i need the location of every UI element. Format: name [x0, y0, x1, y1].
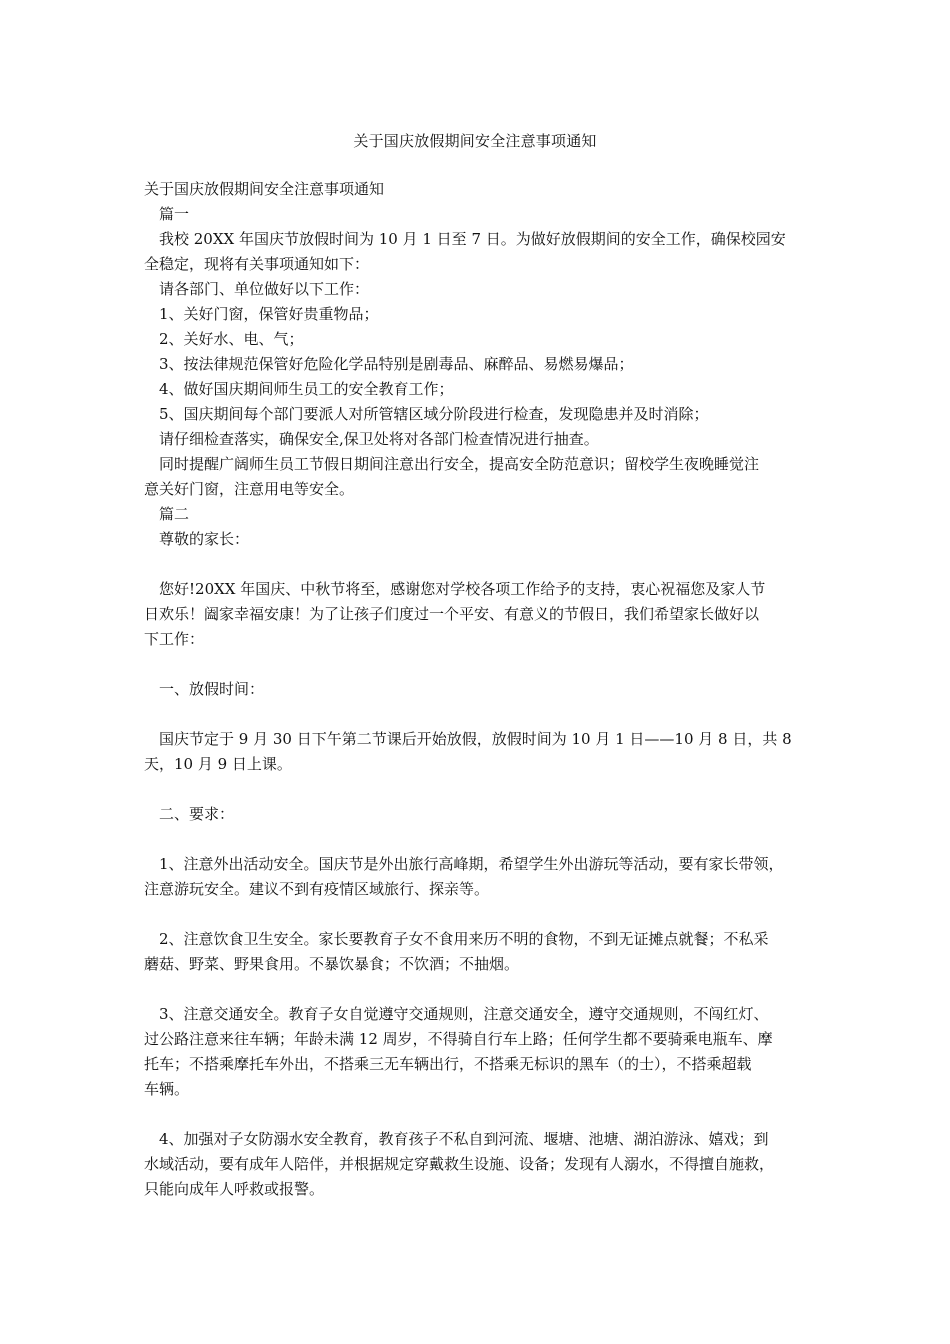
- text-line: 全稳定，现将有关事项通知如下：: [144, 255, 370, 273]
- text-line: 关于国庆放假期间安全注意事项通知: [144, 180, 385, 198]
- blank-line: [144, 1102, 808, 1127]
- text-line: 3、按法律规范保管好危险化学品特别是剧毒品、麻醉品、易燃易爆品；: [159, 355, 634, 373]
- text-line: 托车；不搭乘摩托车外出，不搭乘三无车辆出行，不搭乘无标识的黑车（的士），不搭乘超载: [144, 1055, 752, 1073]
- blank-line: [144, 827, 808, 852]
- text-line: 过公路注意来往车辆；年龄未满 12 周岁，不得骑自行车上路；任何学生都不要骑乘电瓶车、摩: [144, 1030, 773, 1048]
- text-line: 蘑菇、野菜、野果食用。不暴饮暴食；不饮酒；不抽烟。: [144, 955, 520, 973]
- text-line: 2、注意饮食卫生安全。家长要教育子女不食用来历不明的食物，不到无证摊点就餐；不私采: [159, 930, 769, 948]
- document-title: 关于国庆放假期间安全注意事项通知: [353, 132, 597, 150]
- text-line: 日欢乐！阖家幸福安康！为了让孩子们度过一个平安、有意义的节假日，我们希望家长做好以: [144, 605, 760, 623]
- text-line: 5、国庆期间每个部门要派人对所管辖区域分阶段进行检查，发现隐患并及时消除；: [159, 405, 709, 423]
- text-line: 只能向成年人呼救或报警。: [144, 1180, 325, 1198]
- blank-line: [144, 977, 808, 1002]
- text-line: 1、关好门窗，保管好贵重物品；: [159, 305, 379, 323]
- text-line: 车辆。: [144, 1080, 190, 1098]
- blank-line: [144, 777, 808, 802]
- text-line: 您好!20XX 年国庆、中秋节将至，感谢您对学校各项工作给予的支持，衷心祝福您及家人节: [159, 580, 766, 598]
- text-line: 二、要求：: [159, 805, 235, 823]
- text-line: 意关好门窗，注意用电等安全。: [144, 480, 355, 498]
- text-line: 2、关好水、电、气；: [159, 330, 304, 348]
- text-line: 1、注意外出活动安全。国庆节是外出旅行高峰期，希望学生外出游玩等活动，要有家长带领，: [159, 855, 784, 873]
- text-line: 4、加强对子女防溺水安全教育，教育孩子不私自到河流、堰塘、池塘、湖泊游泳、嬉戏；到: [159, 1130, 769, 1148]
- text-line: 注意游玩安全。建议不到有疫情区域旅行、探亲等。: [144, 880, 490, 898]
- text-line: 一、放假时间：: [159, 680, 265, 698]
- text-line: 篇二: [159, 505, 190, 523]
- text-line: 请各部门、单位做好以下工作：: [159, 280, 370, 298]
- text-line: 下工作：: [144, 630, 205, 648]
- blank-line: [144, 552, 808, 577]
- text-line: 国庆节定于 9 月 30 日下午第二节课后开始放假，放假时间为 10 月 1 日——10 月 8 日，共 8: [159, 730, 792, 748]
- text-line: 3、注意交通安全。教育子女自觉遵守交通规则，注意交通安全，遵守交通规则，不闯红灯、: [159, 1005, 769, 1023]
- text-line: 篇一: [159, 205, 190, 223]
- blank-line: [144, 902, 808, 927]
- text-line: 我校 20XX 年国庆节放假时间为 10 月 1 日至 7 日。为做好放假期间的安全工作，确保校园安: [159, 230, 786, 248]
- text-line: 同时提醒广阔师生员工节假日期间注意出行安全，提高安全防范意识；留校学生夜晚睡觉注: [159, 455, 760, 473]
- text-line: 请仔细检查落实，确保安全,保卫处将对各部门检查情况进行抽查。: [159, 430, 599, 448]
- text-line: 天，10 月 9 日上课。: [144, 755, 292, 773]
- document-body: [144, 177, 808, 1202]
- text-line: 尊敬的家长：: [159, 530, 250, 548]
- blank-line: [144, 652, 808, 677]
- text-line: 4、做好国庆期间师生员工的安全教育工作；: [159, 380, 454, 398]
- blank-line: [144, 702, 808, 727]
- text-line: 水域活动，要有成年人陪伴，并根据规定穿戴救生设施、设备；发现有人溺水，不得擅自施救，: [144, 1155, 775, 1173]
